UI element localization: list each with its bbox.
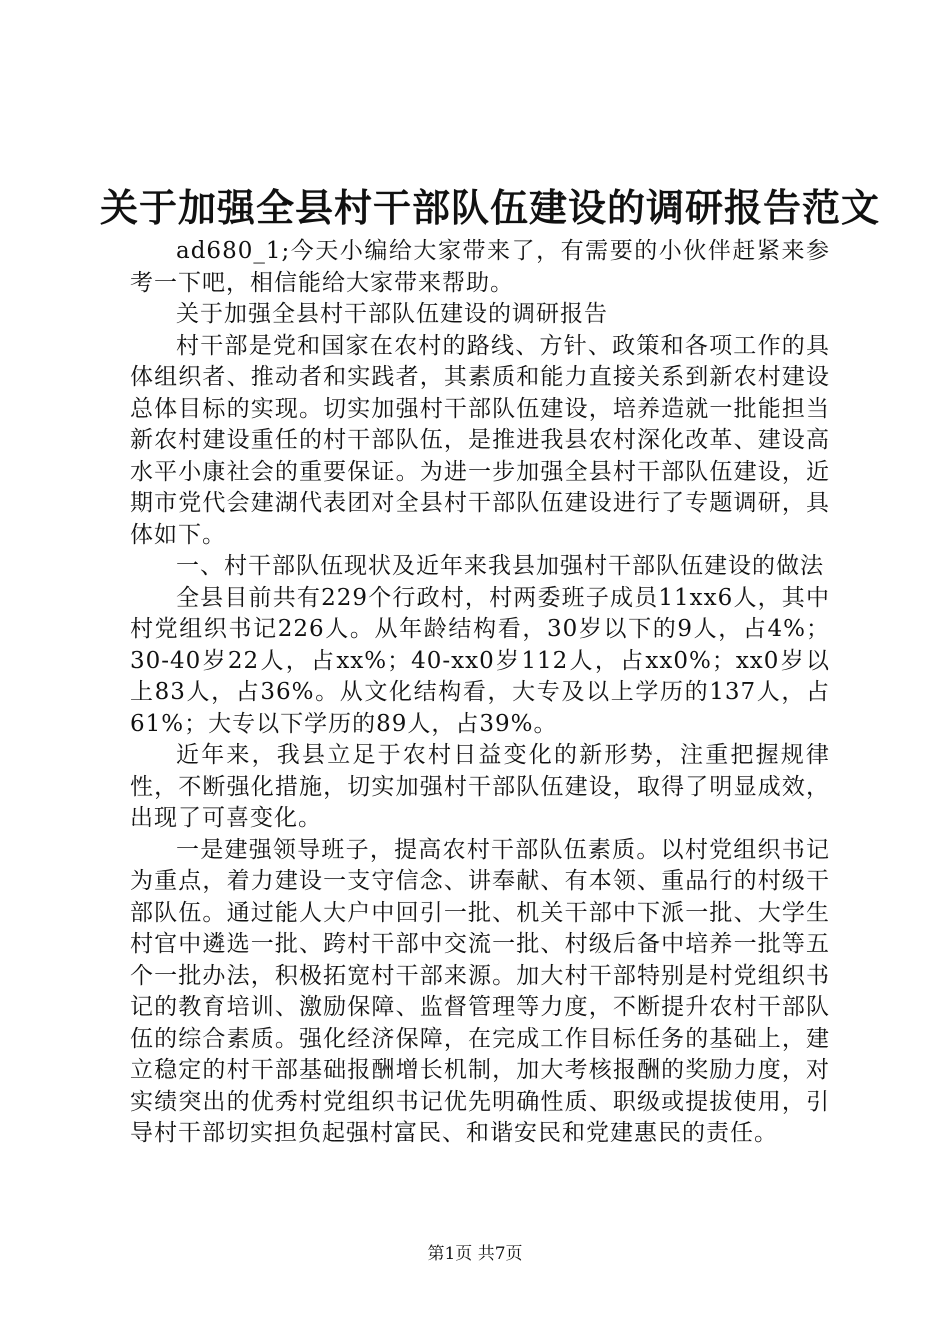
body-paragraph: 全县目前共有229个行政村，村两委班子成员11xx6人，其中村党组织书记226人。从年龄结构看，30岁以下的9人，占4%；30-40岁22人，占xx%；40-xx0岁112人，占xx0%；xx0岁以上83人，占36%。从文化结构看，大专及以上学历的137人，占61%；大专以下学历的89人，占39%。 [130,584,830,737]
body-paragraph: 村干部是党和国家在农村的路线、方针、政策和各项工作的具体组织者、推动者和实践者，其素质和能力直接关系到新农村建设总体目标的实现。切实加强村干部队伍建设，培养造就一批能担当新农村建设重任的村干部队伍，是推进我县农村深化改革、建设高水平小康社会的重要保证。为进一步加强全县村干部队伍建设，近期市党代会建湖代表团对全县村干部队伍建设进行了专题调研，具体如下。 [130,332,830,548]
page-number-footer: 第1页 共7页 [427,1244,523,1264]
report-subtitle: 关于加强全县村干部队伍建设的调研报告 [176,301,608,327]
document-title: 关于加强全县村干部队伍建设的调研报告范文 [100,185,881,230]
document-body [130,236,830,1150]
body-paragraph: 一是建强领导班子，提高农村干部队伍素质。以村党组织书记为重点，着力建设一支守信念、讲奉献、有本领、重品行的村级干部队伍。通过能人大户中回引一批、机关干部中下派一批、大学生村官中遴选一批、跨村干部中交流一批、村级后备中培养一批等五个一批办法，积极拓宽村干部来源。加大村干部特别是村党组织书记的教育培训、激励保障、监督管理等力度，不断提升农村干部队伍的综合素质。强化经济保障，在完成工作目标任务的基础上，建立稳定的村干部基础报酬增长机制，加大考核报酬的奖励力度，对实绩突出的优秀村党组织书记优先明确性质、职级或提拔使用，引导村干部切实担负起强村富民、和谐安民和党建惠民的责任。 [130,836,830,1146]
intro-paragraph: ad680_1;今天小编给大家带来了，有需要的小伙伴赶紧来参考一下吧，相信能给大家带来帮助。 [130,238,830,296]
section-heading: 一、村干部队伍现状及近年来我县加强村干部队伍建设的做法 [176,553,824,579]
body-paragraph: 近年来，我县立足于农村日益变化的新形势，注重把握规律性，不断强化措施，切实加强村干部队伍建设，取得了明显成效，出现了可喜变化。 [130,742,830,831]
